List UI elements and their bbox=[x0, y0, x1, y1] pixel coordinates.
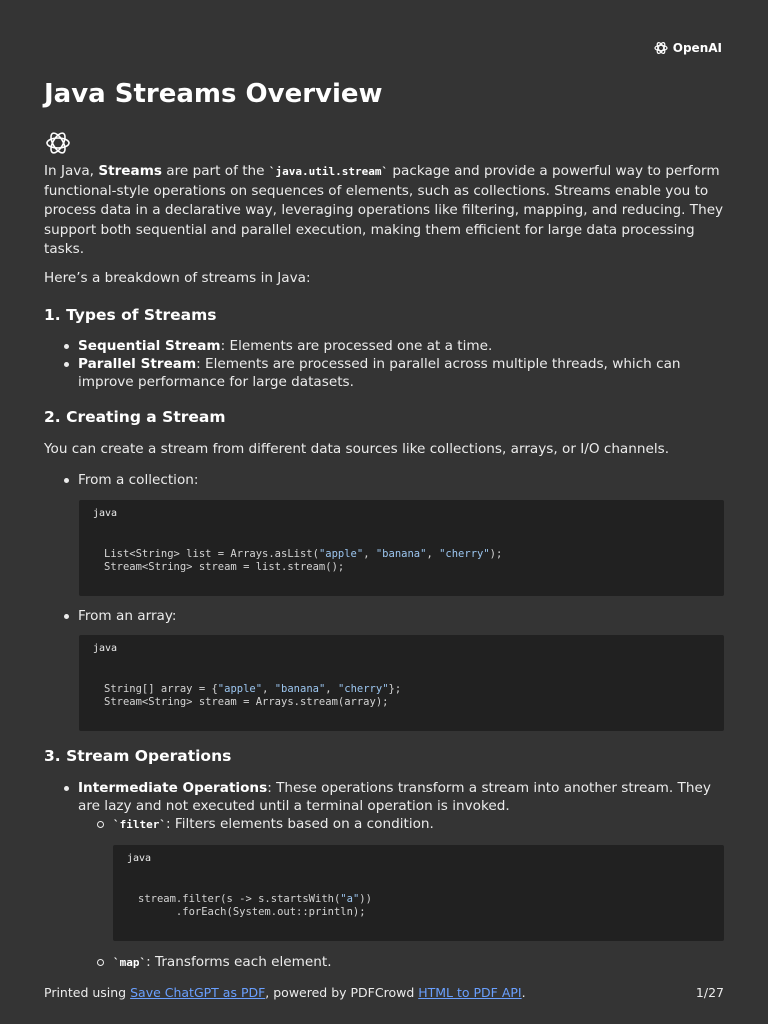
operations-sub-list bbox=[44, 953, 724, 972]
operations-list bbox=[44, 779, 724, 834]
brand-name: OpenAI bbox=[672, 41, 722, 55]
sub-list-item: `map`: Transforms each element. bbox=[44, 953, 724, 972]
code-content: List<String> list = Arrays.asList("apple", "banana", "cherry"); Stream<String> stream = list.stream(); bbox=[104, 548, 503, 573]
section-heading-creating: 2. Creating a Stream bbox=[44, 407, 226, 426]
code-block[interactable] bbox=[79, 500, 724, 596]
page-footer bbox=[44, 985, 724, 1000]
code-content: stream.filter(s -> s.startsWith("a")) .forEach(System.out::println); bbox=[138, 893, 372, 918]
code-language-label: java bbox=[93, 508, 118, 520]
chatgpt-avatar-icon bbox=[44, 129, 72, 157]
creating-list-2 bbox=[44, 607, 724, 625]
code-block[interactable] bbox=[79, 635, 724, 731]
code-language-label: java bbox=[93, 643, 118, 655]
code-block[interactable] bbox=[113, 845, 724, 941]
list-item: Intermediate Operations: These operations transform a stream into another stream. They are lazy and not executed until a terminal operation is invoked. bbox=[44, 779, 724, 815]
openai-logo-icon bbox=[653, 40, 669, 56]
list-item: Sequential Stream: Elements are processed one at a time. bbox=[44, 337, 724, 355]
sub-list-item: `filter`: Filters elements based on a condition. bbox=[44, 815, 724, 834]
code-language-label: java bbox=[127, 853, 152, 865]
section-heading-types: 1. Types of Streams bbox=[44, 305, 217, 324]
types-list bbox=[44, 337, 724, 391]
list-item: From an array: bbox=[44, 607, 724, 625]
creating-paragraph: You can create a stream from different data sources like collections, arrays, or I/O channels. bbox=[44, 440, 670, 457]
code-content: String[] array = {"apple", "banana", "cherry"}; Stream<String> stream = Arrays.stream(array); bbox=[104, 683, 402, 708]
list-item: From a collection: bbox=[44, 471, 724, 489]
save-chatgpt-pdf-link[interactable]: Save ChatGPT as PDF bbox=[130, 985, 266, 1000]
footer-credit: Printed using Save ChatGPT as PDF, powered by PDFCrowd HTML to PDF API. bbox=[44, 985, 526, 1000]
breakdown-paragraph: Here’s a breakdown of streams in Java: bbox=[44, 269, 311, 286]
creating-list bbox=[44, 471, 724, 489]
section-heading-operations: 3. Stream Operations bbox=[44, 747, 232, 766]
page-number: 1/27 bbox=[695, 985, 724, 1000]
intro-paragraph: In Java, Streams are part of the `java.util.stream` package and provide a powerful way to perform functional-style operations on sequences of elements, such as collections. Streams enable you to process data in a declarative way, leveraging operations like filtering, mapping, and reducing. They support both sequential and parallel execution, making them efficient for large data processing tasks. bbox=[44, 163, 724, 258]
html-to-pdf-api-link[interactable]: HTML to PDF API bbox=[418, 985, 522, 1000]
list-item: Parallel Stream: Elements are processed in parallel across multiple threads, which can improve performance for large datasets. bbox=[44, 355, 724, 391]
page-title: Java Streams Overview bbox=[44, 79, 383, 109]
openai-brand bbox=[653, 40, 722, 56]
